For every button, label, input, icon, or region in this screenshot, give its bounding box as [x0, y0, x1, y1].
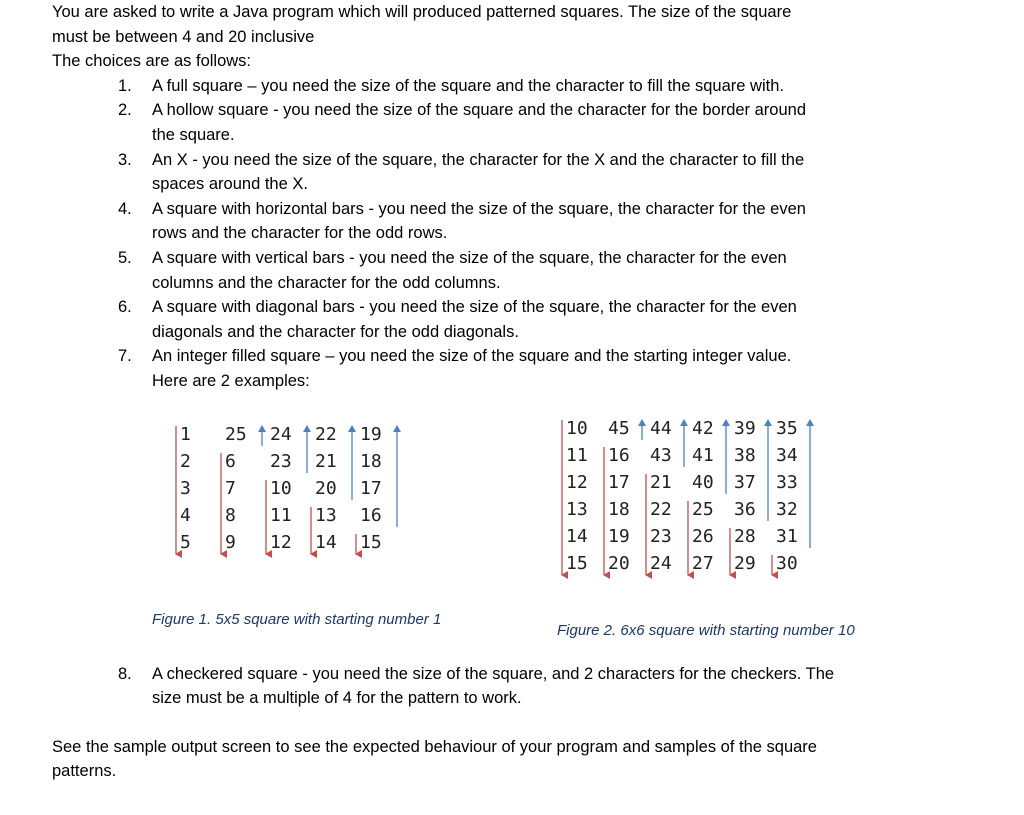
choice-item [52, 662, 982, 711]
closing [52, 735, 982, 784]
choice-item [52, 197, 982, 246]
grid-number: 5 [180, 531, 191, 553]
grid-number: 27 [692, 552, 714, 574]
figure-1-caption: Figure 1. 5x5 square with starting number 1 [152, 610, 442, 628]
choice-text: rows and the character for the odd rows. [152, 224, 448, 243]
choice-number: 2. [118, 101, 132, 120]
choice-text: diagonals and the character for the odd diagonals. [152, 322, 519, 341]
grid-number: 39 [734, 417, 756, 439]
choice-text: A hollow square - you need the size of the square and the character for the border around [152, 101, 806, 120]
choice-item [52, 295, 982, 344]
grid-number: 33 [776, 471, 798, 493]
grid-number: 38 [734, 444, 756, 466]
choice-text: An X - you need the size of the square, the character for the X and the character to fill the [152, 150, 805, 169]
grid-number: 16 [360, 504, 382, 526]
grid-number: 19 [608, 525, 630, 547]
grid-number: 10 [270, 477, 292, 499]
choice-text: An integer filled square – you need the size of the square and the starting integer value. [152, 347, 792, 366]
choice-number: 8. [118, 664, 132, 683]
choice-item [52, 98, 982, 147]
figure-2 [558, 412, 828, 584]
grid-number: 11 [566, 444, 588, 466]
choice-text: A full square – you need the size of the square and the character to fill the square with. [152, 76, 784, 95]
grid-number: 21 [650, 471, 672, 493]
grid-number: 28 [734, 525, 756, 547]
choice-text: A checkered square - you need the size of the square, and 2 characters for the checkers. The [152, 664, 835, 683]
choice-text: the square. [152, 125, 235, 144]
grid-number: 36 [734, 498, 756, 520]
choice-number: 3. [118, 150, 132, 169]
grid-number: 30 [776, 552, 798, 574]
grid-number: 3 [180, 477, 191, 499]
grid-number: 23 [270, 450, 292, 472]
grid-number: 21 [315, 450, 337, 472]
choice-item [52, 148, 982, 197]
grid-number: 14 [566, 525, 588, 547]
grid-number: 10 [566, 417, 588, 439]
grid-number: 25 [692, 498, 714, 520]
grid-number: 4 [180, 504, 191, 526]
intro-line: The choices are as follows: [52, 52, 252, 71]
grid-number: 18 [360, 450, 382, 472]
choice-text: A square with vertical bars - you need the size of the square, the character for the even [152, 248, 787, 267]
grid-number: 34 [776, 444, 798, 466]
grid-number: 18 [608, 498, 630, 520]
closing-line: See the sample output screen to see the expected behaviour of your program and samples of the square [52, 737, 817, 756]
grid-number: 37 [734, 471, 756, 493]
grid-number: 13 [566, 498, 588, 520]
grid-number: 13 [315, 504, 337, 526]
figure-2-grid [558, 412, 828, 584]
grid-number: 12 [566, 471, 588, 493]
grid-number: 17 [608, 471, 630, 493]
grid-number: 17 [360, 477, 382, 499]
choice-text: spaces around the X. [152, 175, 308, 194]
grid-number: 44 [650, 417, 672, 439]
grid-number: 32 [776, 498, 798, 520]
figures [52, 394, 982, 662]
grid-number: 12 [270, 531, 292, 553]
choice-text: A square with horizontal bars - you need the size of the square, the character for the even [152, 199, 806, 218]
grid-number: 1 [180, 423, 191, 445]
figure-1-grid [172, 418, 412, 578]
grid-number: 16 [608, 444, 630, 466]
grid-number: 35 [776, 417, 798, 439]
grid-number: 43 [650, 444, 672, 466]
grid-number: 45 [608, 417, 630, 439]
choice-item [52, 246, 982, 295]
intro [52, 0, 982, 74]
choice-number: 5. [118, 248, 132, 267]
choices-list-continued [52, 662, 982, 711]
grid-number: 23 [650, 525, 672, 547]
closing-line: patterns. [52, 762, 117, 781]
choice-text: size must be a multiple of 4 for the pattern to work. [152, 689, 522, 708]
grid-number: 42 [692, 417, 714, 439]
grid-number: 15 [360, 531, 382, 553]
grid-number: 25 [225, 423, 247, 445]
intro-line: must be between 4 and 20 inclusive [52, 27, 315, 46]
grid-number: 19 [360, 423, 382, 445]
grid-number: 24 [270, 423, 292, 445]
document [52, 0, 982, 784]
grid-number: 20 [608, 552, 630, 574]
grid-number: 2 [180, 450, 191, 472]
choice-item [52, 344, 982, 393]
grid-number: 31 [776, 525, 798, 547]
grid-number: 29 [734, 552, 756, 574]
figure-1 [172, 418, 412, 578]
choice-number: 4. [118, 199, 132, 218]
choice-text: A square with diagonal bars - you need the size of the square, the character for the even [152, 298, 797, 317]
choice-number: 6. [118, 298, 132, 317]
grid-number: 11 [270, 504, 292, 526]
choice-text: Here are 2 examples: [152, 371, 310, 390]
grid-number: 9 [225, 531, 236, 553]
grid-number: 40 [692, 471, 714, 493]
choices-list [52, 74, 982, 394]
grid-number: 7 [225, 477, 236, 499]
grid-number: 15 [566, 552, 588, 574]
grid-number: 26 [692, 525, 714, 547]
grid-number: 14 [315, 531, 337, 553]
grid-number: 24 [650, 552, 672, 574]
choice-number: 7. [118, 347, 132, 366]
grid-number: 22 [315, 423, 337, 445]
grid-number: 20 [315, 477, 337, 499]
grid-number: 8 [225, 504, 236, 526]
grid-number: 22 [650, 498, 672, 520]
figure-2-caption: Figure 2. 6x6 square with starting number 10 [557, 621, 855, 639]
grid-number: 41 [692, 444, 714, 466]
choice-number: 1. [118, 76, 132, 95]
intro-line: You are asked to write a Java program which will produced patterned squares. The size of the square [52, 3, 792, 21]
choice-item [52, 74, 982, 99]
grid-number: 6 [225, 450, 236, 472]
choice-text: columns and the character for the odd columns. [152, 273, 501, 292]
